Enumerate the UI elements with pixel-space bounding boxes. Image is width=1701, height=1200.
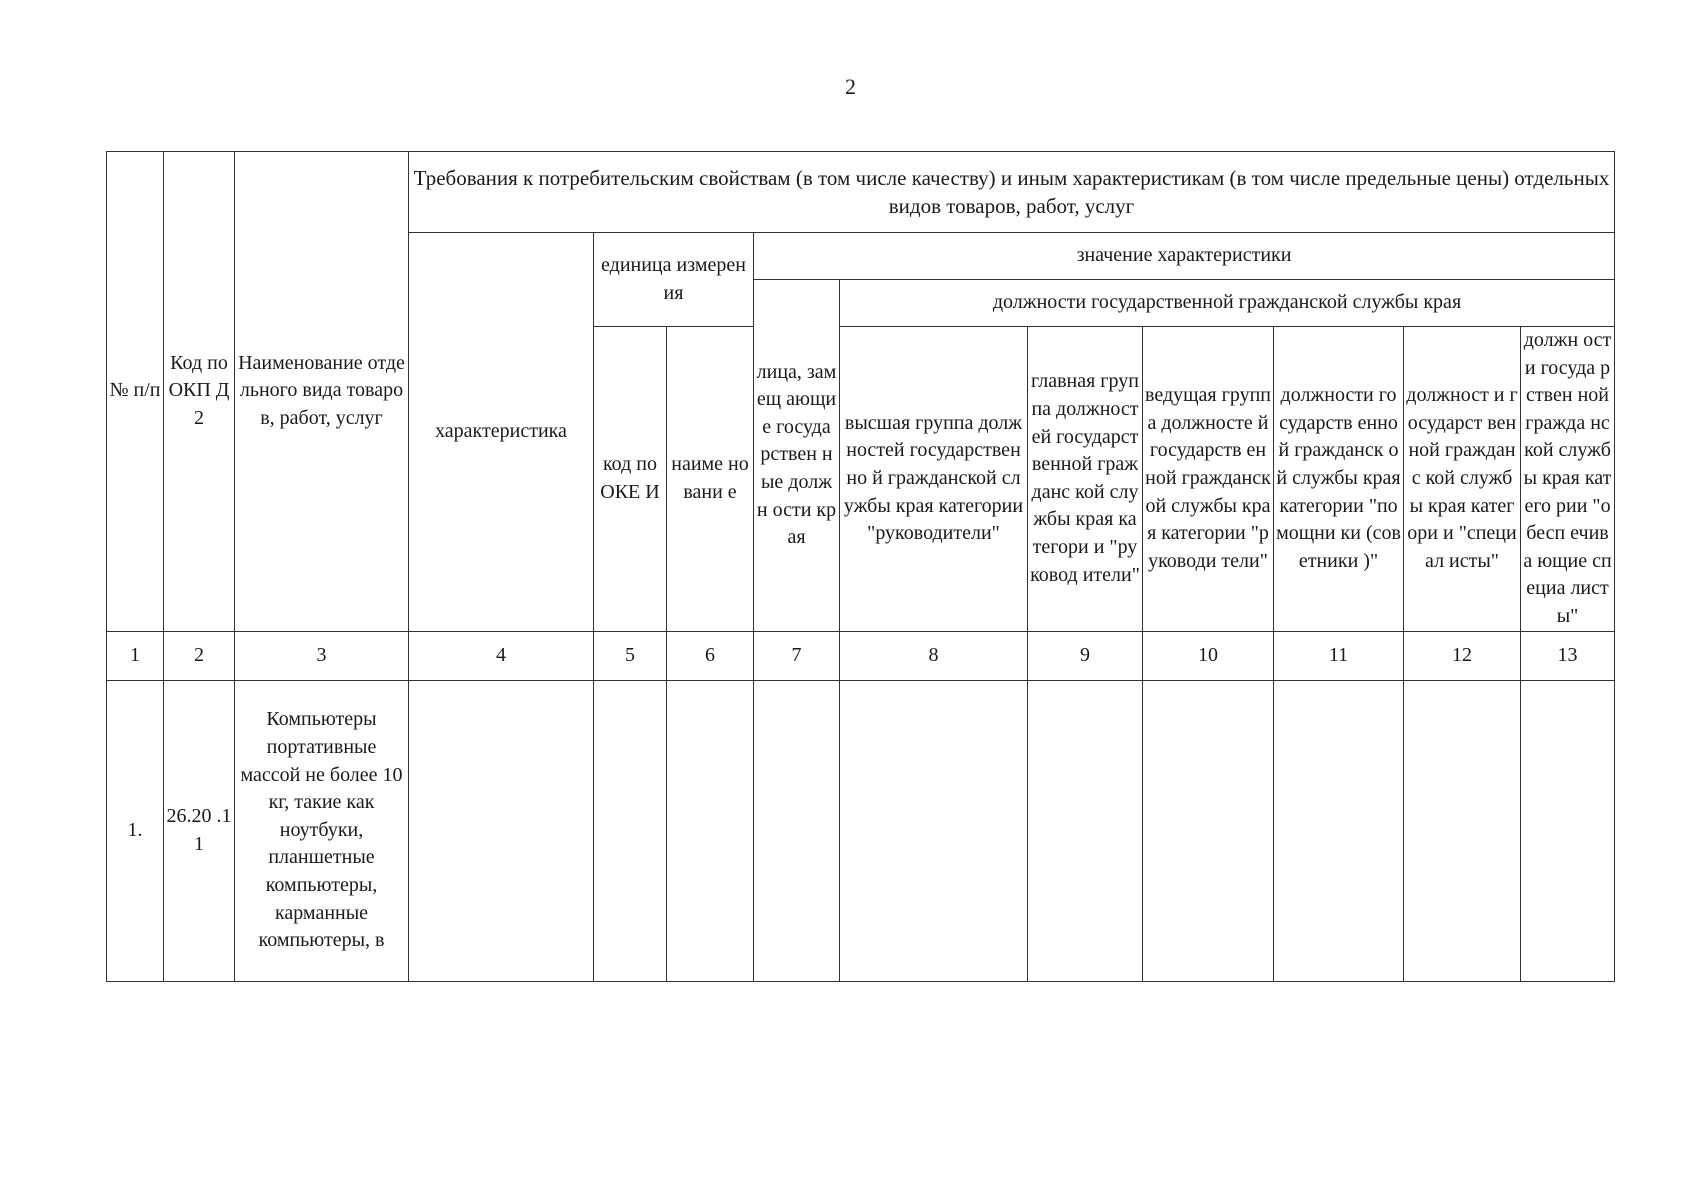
header-cat-assistants: должности государств енной гражданск ой службы края категории "помощни ки (советники )"	[1274, 327, 1404, 632]
column-number: 1	[107, 631, 164, 680]
header-unit-name: наиме новани е	[667, 327, 754, 632]
column-number: 7	[754, 631, 840, 680]
header-name: Наименование отдельного вида товаров, работ, услуг	[235, 152, 409, 632]
header-civil-positions: должности государственной гражданской службы края	[840, 280, 1615, 327]
column-number: 4	[409, 631, 594, 680]
header-requirements: Требования к потребительским свойствам (в том числе качеству) и иным характеристикам (в том числе предельные цены) отдельных видов товаров, работ, услуг	[409, 152, 1615, 233]
column-number: 9	[1028, 631, 1143, 680]
header-cat-lead-leaders: ведущая группа должносте й государств енной гражданск ой службы края категории "руководи тели"	[1143, 327, 1274, 632]
column-number: 3	[235, 631, 409, 680]
header-no: № п/п	[107, 152, 164, 632]
column-number: 6	[667, 631, 754, 680]
row-cell	[1521, 680, 1615, 981]
row-cell	[667, 680, 754, 981]
page-number: 2	[845, 74, 856, 99]
header-okei-code: код по ОКЕ И	[594, 327, 667, 632]
row-name: Компьютеры портативные массой не более 10 кг, такие как ноутбуки, планшетные компьютеры, карманные компьютеры, в	[235, 680, 409, 981]
header-cat-top-leaders: высшая группа должностей государственно й гражданской службы края категории "руководители"	[840, 327, 1028, 632]
row-code: 26.20 .11	[164, 680, 235, 981]
header-value: значение характеристики	[754, 233, 1615, 280]
column-number: 5	[594, 631, 667, 680]
header-cat-specialists: должност и государст венной гражданс кой службы края категори и "специал исты"	[1404, 327, 1521, 632]
column-number: 11	[1274, 631, 1404, 680]
header-cat-support: должн ости госуда рствен ной гражда нской служб ы края катего рии "обесп ечива ющие специа листы"	[1521, 327, 1615, 632]
column-number: 2	[164, 631, 235, 680]
column-number: 12	[1404, 631, 1521, 680]
column-number: 8	[840, 631, 1028, 680]
requirements-table	[106, 151, 1615, 982]
table-row	[107, 680, 1615, 981]
header-characteristic: характеристика	[409, 233, 594, 632]
header-unit: единица измерения	[594, 233, 754, 327]
header-cat-main-leaders: главная группа должност ей государст венной гражданс кой службы края категори и "руковод ители"	[1028, 327, 1143, 632]
header-persons: лица, замещ ающие госуда рствен ные должн ости края	[754, 280, 840, 632]
row-cell	[1274, 680, 1404, 981]
row-cell	[1404, 680, 1521, 981]
row-cell	[840, 680, 1028, 981]
column-number: 10	[1143, 631, 1274, 680]
row-cell	[754, 680, 840, 981]
row-cell	[594, 680, 667, 981]
row-cell	[409, 680, 594, 981]
header-code: Код по ОКП Д2	[164, 152, 235, 632]
column-number-row	[107, 631, 1615, 680]
row-cell	[1143, 680, 1274, 981]
column-number: 13	[1521, 631, 1615, 680]
row-no: 1.	[107, 680, 164, 981]
row-cell	[1028, 680, 1143, 981]
